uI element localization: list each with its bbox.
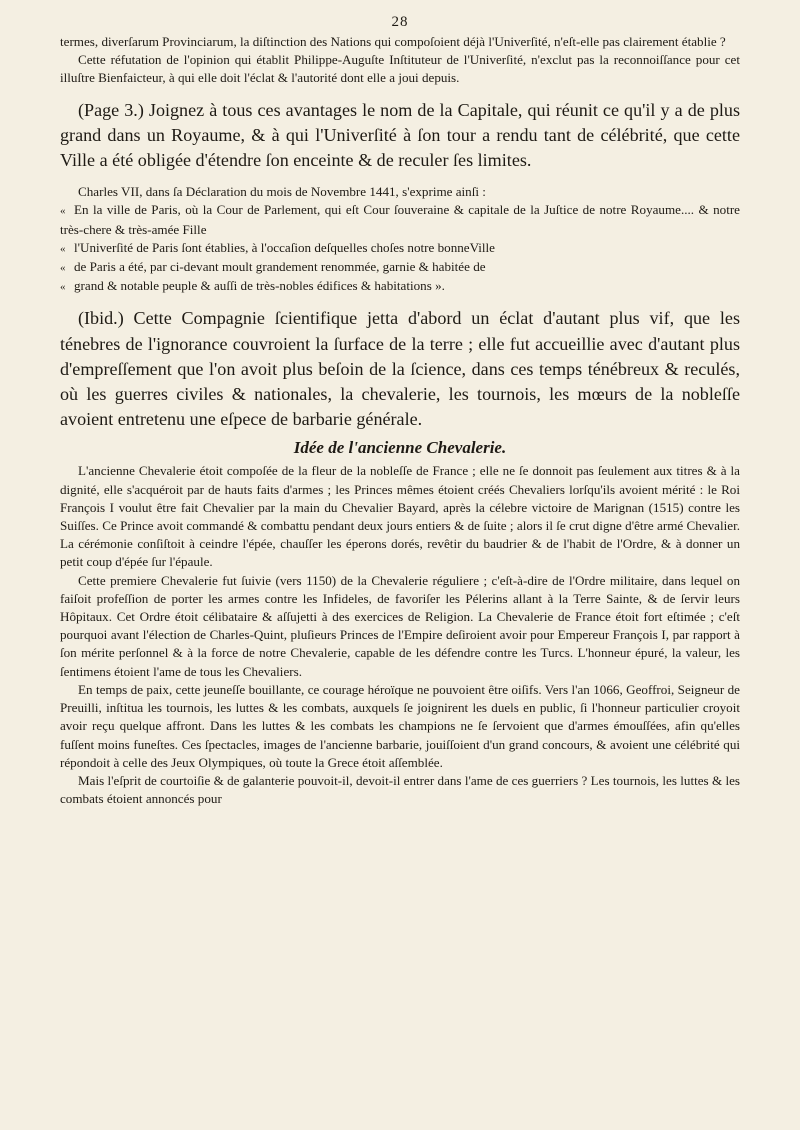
ibid-note-paragraph: (Ibid.) Cette Compagnie ſcientifique jetta d'abord un éclat d'autant plus vif, que les ténebres de l'ignorance couvroient la ſurface de la terre ; elle fut accueillie avec d'autant plus d'empreſſement que l'on avoit plus beſoin de la ſcience, dans ces temps ténébreux & reculés, où les guerres civiles & nationales, la chevalerie, les tournois, les mœurs de la nobleſſe avoient entretenu une eſpece de barbarie générale.	[60, 308, 740, 430]
intro-paragraph: termes, diverſarum Provinciarum, la diſtinction des Nations qui compoſoient déjà l'Univerſité, n'eſt-elle pas clairement établie ?	[60, 34, 726, 49]
quote-line: « l'Univerſité de Paris ſont établies, à l'occaſion deſquelles choſes notre bonneVille	[60, 239, 740, 258]
chevalerie-section	[60, 462, 740, 808]
section-heading: Idée de l'ancienne Chevalerie.	[293, 438, 507, 458]
declaration-quote	[60, 201, 740, 296]
quote-line: « En la ville de Paris, où la Cour de Parlement, qui eſt Cour ſouveraine & capitale de la Juſtice de notre Royaume.... & notre très-chere & très-amée Fille	[60, 201, 740, 238]
section-paragraph: Cette premiere Chevalerie fut ſuivie (vers 1150) de la Chevalerie réguliere ; c'eſt-à-dire de l'Ordre militaire, dans lequel on faiſoit profeſſion de porter les armes contre les Infideles, de favoriſer les Pélerins allant à la Terre Sainte, & de ſervir leurs Hôpitaux. Cet Ordre étoit célibataire & aſſujetti à des exercices de Religion. La Chevalerie de France étoit fort eſtimée ; c'eſt pourquoi avant l'élection de Charles-Quint, pluſieurs Princes de l'Empire deſiroient avoir pour Empereur François I, par rapport à ſon mérite perſonnel & à la force de notre Chevalerie, capable de les défendre contre les Turcs. L'honneur épuré, la valeur, les ſentimens étoient l'ame de tous les Chevaliers.	[60, 572, 740, 679]
page-number: 28	[391, 14, 409, 30]
quote-line: « de Paris a été, par ci-devant moult grandement renommée, garnie & habitée de	[60, 258, 740, 277]
page3-note-paragraph: (Page 3.) Joignez à tous ces avantages le nom de la Capitale, qui réunit ce qu'il y a de plus grand dans un Royaume, & à qui l'Univerſité à ſon tour a rendu tant de célébrité, que cette Ville a été obligée d'étendre ſon enceinte & de reculer ſes limites.	[60, 99, 740, 171]
section-paragraph: En temps de paix, cette jeuneſſe bouillante, ce courage héroïque ne pouvoient être oiſifs. Vers l'an 1066, Geoffroi, Seigneur de Preuilli, inſtitua les tournois, les luttes & les combats, auxquels ſe joignirent les duels en public, ſi l'honneur particulier croyoit avoir reçu quelque affront. Dans les luttes & les combats les champions ne ſe ſervoient que d'armes émouſſées, afin qu'elles fuſſent moins funeſtes. Ces ſpectacles, images de l'ancienne barbarie, jouiſſoient d'un grand concours, & avoient une célébrité qui répondoit à celle des Jeux Olympiques, où toute la Grece étoit aſſemblée.	[60, 681, 740, 770]
refutation-paragraph: Cette réfutation de l'opinion qui établit Philippe-Auguſte Inſtituteur de l'Univerſité, n'exclut pas la reconnoiſſance pour cet illuſtre Bienfaicteur, à qui elle doit l'éclat & l'autorité dont elle a joui depuis.	[60, 52, 740, 86]
section-paragraph: Mais l'eſprit de courtoiſie & de galanterie pouvoit-il, devoit-il entrer dans l'ame de ces guerriers ? Les tournois, les luttes & les combats étoient annoncés pour	[60, 772, 740, 807]
section-paragraph: L'ancienne Chevalerie étoit compoſée de la fleur de la nobleſſe de France ; elle ne ſe donnoit pas ſeulement aux titres & à la dignité, elle s'acquéroit par de hauts faits d'armes ; les Princes mêmes étoient créés Chevaliers lorſqu'ils avoient mérité : le Roi François I voulut être fait Chevalier par la main du Chevalier Bayard, après la célebre victoire de Marignan (1515) contre les Suiſſes. Ce Prince avoit commandé & combattu pendant deux jours entiers & de ſuite ; alors il ſe crut digne d'être armé Chevalier. La cérémonie conſiſtoit à ceindre l'épée, chauſſer les éperons dorés, revêtir du baudrier & de l'habit de l'Ordre, & à donner un petit coup d'épée ſur l'épaule.	[60, 463, 740, 570]
quote-line: « grand & notable peuple & auſſi de très-nobles édifices & habitations ».	[60, 277, 740, 296]
charles-vii-paragraph: Charles VII, dans ſa Déclaration du mois de Novembre 1441, s'exprime ainſi :	[78, 184, 486, 200]
